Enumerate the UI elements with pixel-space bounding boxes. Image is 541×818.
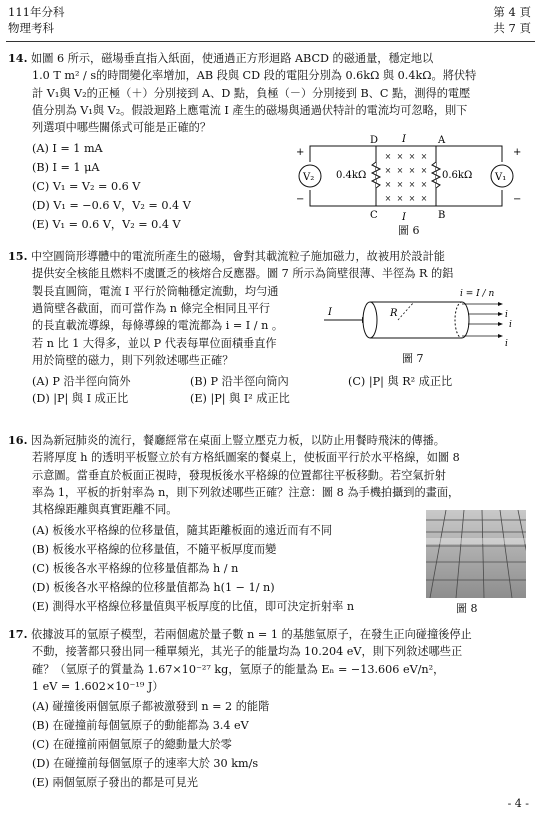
- q14-line-3: 計 V₁與 V₂的正極（＋）分別接到 A、D 點，負極（－）分別接到 B、C 點，測得的電壓: [32, 86, 471, 100]
- q17-option-a: (A) 碰撞後兩個氫原子都被激發到 n = 2 的能階: [32, 700, 270, 714]
- q15-line-5: 的長直載流導線，每條導線的電流都為 i = I / n 。: [32, 319, 284, 333]
- svg-text:×: ×: [420, 180, 428, 189]
- q14-line-5: 列選項中哪些關係式可能是正確的？: [32, 121, 212, 135]
- svg-text:×: ×: [396, 166, 404, 175]
- svg-text:V₁: V₁: [495, 172, 507, 183]
- svg-text:×: ×: [384, 166, 392, 175]
- q14-line-1: 14. 如圖 6 所示，磁場垂直指入紙面，使通過正方形迴路 ABCD 的磁通量，穩定地以: [8, 51, 434, 65]
- figure-6-circuit: [292, 132, 524, 232]
- figure-8-caption: 圖 8: [456, 602, 478, 615]
- magnetic-field-marks: [385, 152, 428, 203]
- q14-option-e: (E) V₁ = 0.6 V，V₂ = 0.4 V: [32, 217, 181, 231]
- page-number: 第 4 頁: [493, 5, 531, 19]
- exam-year: 111年分科: [8, 5, 65, 19]
- fig7-label-i-1: i: [505, 310, 508, 320]
- q16-number: 16.: [8, 433, 28, 447]
- svg-text:×: ×: [384, 152, 392, 161]
- q16-option-e: (E) 測得水平格線位移量值與平板厚度的比值，即可決定折射率 n: [32, 599, 355, 613]
- q14-number: 14.: [8, 51, 28, 65]
- label-d: D: [370, 135, 379, 146]
- q17-option-b: (B) 在碰撞前每個氫原子的動能都為 3.4 eV: [32, 719, 249, 733]
- header-divider: [6, 41, 535, 42]
- svg-text:×: ×: [420, 166, 428, 175]
- label-b: B: [438, 210, 446, 221]
- fig7-label-i-3: i: [505, 339, 508, 349]
- fig7-label-i-2: i: [509, 320, 512, 330]
- header-left: [8, 4, 64, 36]
- q17-option-e: (E) 兩個氫原子發出的都是可見光: [32, 776, 198, 790]
- svg-text:×: ×: [408, 166, 416, 175]
- q17-line-3: 確？（氫原子的質量為 1.67×10⁻²⁷ kg，氫原子的能量為 Eₙ = −13.606 eV/n²，: [32, 662, 445, 676]
- q15-option-a: (A) P 沿半徑向筒外: [32, 374, 131, 388]
- q15-line-3: 製長直圓筒，電流 I 平行於筒軸穩定流動，均勻通: [32, 284, 279, 298]
- label-a: A: [438, 135, 446, 146]
- q17-line-4: 1 eV = 1.602×10⁻¹⁹ J）: [32, 680, 164, 694]
- svg-text:×: ×: [384, 194, 392, 203]
- fig7-label-radius: R: [390, 308, 398, 319]
- svg-text:×: ×: [384, 180, 392, 189]
- q15-option-b: (B) P 沿半徑向筒內: [190, 374, 289, 388]
- label-current-top: I: [402, 134, 406, 145]
- figure-7-cylinder: [322, 288, 522, 354]
- svg-text:×: ×: [396, 152, 404, 161]
- q17-number: 17.: [8, 627, 28, 641]
- fig7-label-i-eq: i = I / n: [460, 289, 495, 299]
- q16-line-2: 若將厚度 h 的透明平板豎立於有方格紙圖案的餐桌上，使板面平行於水平格線，如圖 8: [32, 451, 460, 465]
- question-17: [8, 626, 528, 792]
- q14-line-2: 1.0 T m² / s的時間變化率增加，AB 段與 CD 段的電阻分別為 0.6kΩ 與 0.4kΩ。將伏特: [32, 69, 477, 83]
- exam-subject: 物理考科: [8, 21, 54, 35]
- resistor-left-value: 0.4kΩ: [336, 170, 367, 181]
- v1-plus: +: [513, 147, 522, 158]
- q15-line-6: 若 n 比 1 大得多，並以 P 代表每單位面積垂直作: [32, 336, 277, 350]
- q15-option-e: (E) |P| 與 I² 成正比: [190, 391, 290, 405]
- q15-line-2: 提供安全核能且燃料不虞匱乏的核熔合反應器。圖 7 所示為筒壁很薄、半徑為 R 的鋁: [32, 267, 454, 281]
- q16-line-3: 示意圖。當垂直於板面正視時，發現板後水平格線的位置都往平板移動。若空氣折射: [32, 468, 446, 482]
- figure-6-caption: 圖 6: [398, 224, 420, 237]
- svg-text:×: ×: [408, 194, 416, 203]
- q16-line-4: 率為 1，平板的折射率為 n，則下列敘述哪些正確？注意：圖 8 為手機拍攝到的畫面，: [32, 486, 460, 500]
- label-current-bottom: I: [402, 212, 406, 223]
- svg-text:×: ×: [408, 152, 416, 161]
- v2-plus: +: [296, 147, 305, 158]
- q14-option-a: (A) I = 1 mA: [32, 141, 103, 155]
- q17-line-1: 17. 依據波耳的氫原子模型，若兩個處於量子數 n = 1 的基態氫原子，在發生正向碰撞後停止: [8, 627, 472, 641]
- svg-text:×: ×: [420, 152, 428, 161]
- q16-option-b: (B) 板後水平格線的位移量值，不隨平板厚度而變: [32, 542, 277, 556]
- resistor-left: [372, 162, 380, 188]
- label-c: C: [370, 210, 378, 221]
- q16-option-d: (D) 板後各水平格線的位移量值都為 h(1 − 1/ n): [32, 580, 275, 594]
- resistor-right-value: 0.6kΩ: [442, 170, 473, 181]
- q14-line-4: 值分別為 V₁與 V₂。假設迴路上應電流 I 產生的磁場與通過伏特計的電流均可忽略，則下: [32, 104, 468, 118]
- resistor-right: [432, 162, 440, 188]
- q14-option-b: (B) I = 1 μA: [32, 160, 100, 174]
- figure-8-photo: [426, 510, 526, 598]
- q15-option-d: (D) |P| 與 I 成正比: [32, 391, 129, 405]
- figure-7-caption: 圖 7: [402, 352, 424, 365]
- q17-line-2: 不動，接著都只發出同一種單頻光，其光子的能量均為 10.204 eV，則下列敘述哪些正: [32, 645, 463, 659]
- page-total: 共 7 頁: [493, 21, 531, 35]
- q14-option-c: (C) V₁ = V₂ = 0.6 V: [32, 179, 141, 193]
- page-footer-number: - 4 -: [507, 796, 529, 810]
- q14-option-d: (D) V₁ = −0.6 V，V₂ = 0.4 V: [32, 198, 191, 212]
- v2-minus: −: [296, 194, 305, 205]
- q16-line-1: 16. 因為新冠肺炎的流行，餐廳經常在桌面上豎立壓克力板，以防止用餐時飛沫的傳播。: [8, 433, 445, 447]
- q15-line-1: 15. 中空圓筒形導體中的電流所產生的磁場，會對其載流粒子施加磁力，故被用於設計能: [8, 249, 445, 263]
- q15-line-4: 過筒壁各截面，而可當作為 n 條完全相同且平行: [32, 302, 271, 316]
- fig7-label-i-total: I: [328, 307, 332, 318]
- q15-line-7: 用於筒壁的磁力，則下列敘述哪些正確？: [32, 354, 234, 368]
- q17-option-c: (C) 在碰撞前兩個氫原子的總動量大於零: [32, 738, 232, 752]
- q15-number: 15.: [8, 249, 28, 263]
- svg-text:×: ×: [396, 180, 404, 189]
- q16-line-5: 其格線距離與真實距離不同。: [32, 503, 178, 517]
- svg-text:×: ×: [396, 194, 404, 203]
- svg-text:V₂: V₂: [303, 172, 315, 183]
- q16-option-c: (C) 板後各水平格線的位移量值都為 h / n: [32, 561, 239, 575]
- v1-minus: −: [513, 194, 522, 205]
- svg-text:×: ×: [408, 180, 416, 189]
- q16-option-a: (A) 板後水平格線的位移量值，隨其距離板面的遠近而有不同: [32, 523, 333, 537]
- header-right: [493, 4, 531, 36]
- q17-option-d: (D) 在碰撞前每個氫原子的速率大於 30 km/s: [32, 757, 259, 771]
- svg-text:×: ×: [420, 194, 428, 203]
- q15-option-c: (C) |P| 與 R² 成正比: [348, 374, 453, 388]
